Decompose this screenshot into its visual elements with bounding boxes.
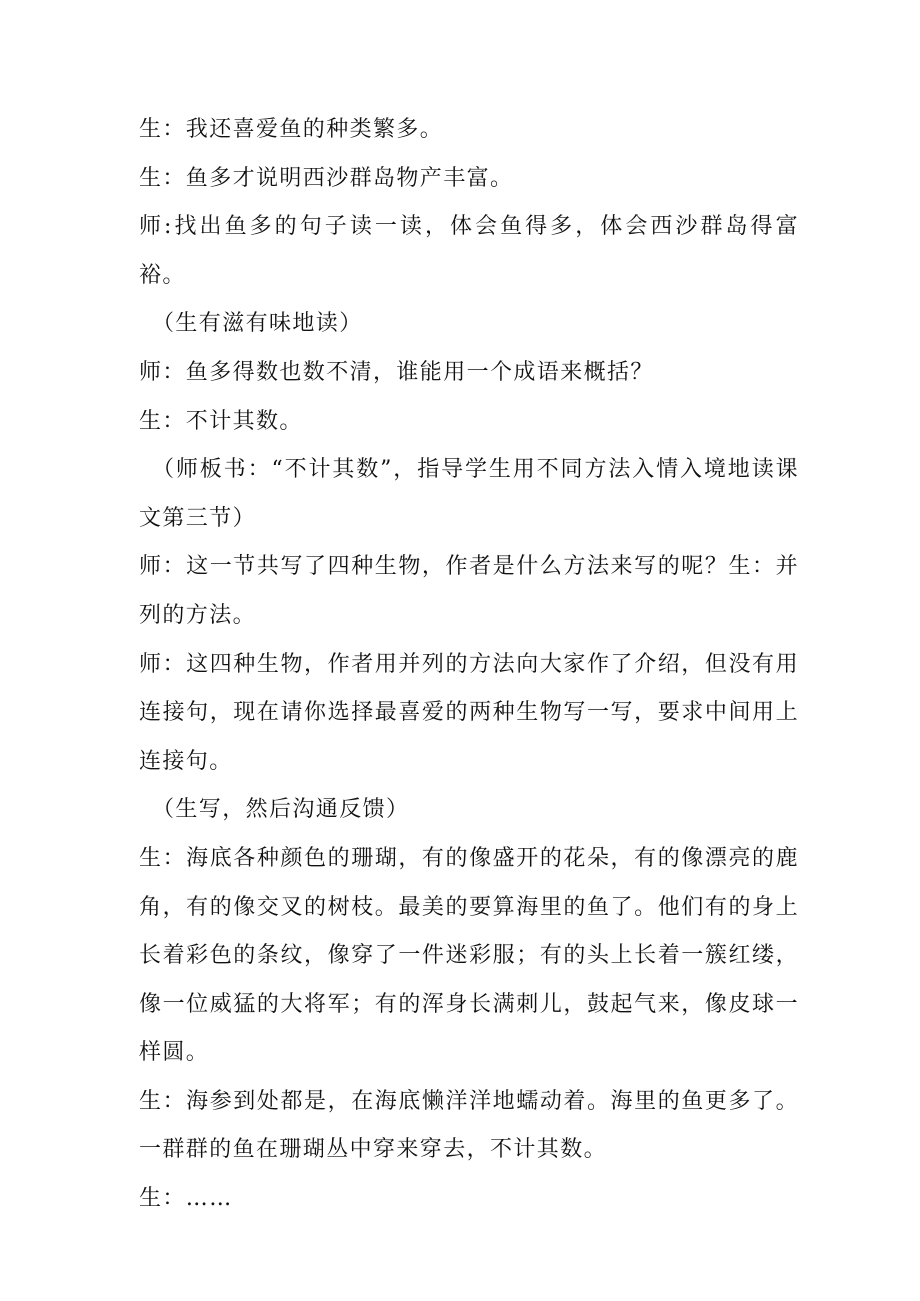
paragraph-teacher-idiom-question: 师：鱼多得数也数不清，谁能用一个成语来概括？ bbox=[139, 359, 654, 385]
document-page bbox=[139, 106, 799, 1224]
paragraph-student-idiom-answer: 生：不计其数。 bbox=[139, 408, 303, 434]
paragraph-student-fish-variety: 生：我还喜爱鱼的种类繁多。 bbox=[139, 117, 444, 142]
paragraph-teacher-writing-task: 师：这四种生物，作者用并列的方法向大家作了介绍，但没有用连接句，现在请你选择最喜爱的两种生物写一写，要求中间用上连接句。 bbox=[139, 651, 799, 774]
paragraph-student-sea-cucumber-essay: 生：海参到处都是，在海底懒洋洋地蠕动着。海里的鱼更多了。一群群的鱼在珊瑚丛中穿来穿去，不计其数。 bbox=[139, 1088, 799, 1163]
paragraph-student-ellipsis: 生：…… bbox=[139, 1186, 233, 1212]
paragraph-teacher-find-sentences: 师:找出鱼多的句子读一读，体会鱼得多，体会西沙群岛得富裕。 bbox=[139, 214, 799, 288]
paragraph-note-writing: （生写，然后沟通反馈） bbox=[152, 797, 410, 823]
paragraph-note-reading: （生有滋有味地读） bbox=[152, 311, 363, 337]
paragraph-student-coral-essay: 生：海底各种颜色的珊瑚，有的像盛开的花朵，有的像漂亮的鹿角，有的像交叉的树枝。最美的要算海里的鱼了。他们有的身上长着彩色的条纹，像穿了一件迷彩服；有的头上长着一簇红缕，像一位威猛的大将军；有的浑身长满刺儿，鼓起气来，像皮球一样圆。 bbox=[139, 845, 799, 1066]
paragraph-teacher-method-question: 师：这一节共写了四种生物，作者是什么方法来写的呢？生：并列的方法。 bbox=[139, 554, 799, 628]
paragraph-note-blackboard: （师板书：“不计其数”，指导学生用不同方法入情入境地读课文第三节） bbox=[139, 457, 799, 531]
paragraph-student-abundance: 生：鱼多才说明西沙群岛物产丰富。 bbox=[139, 165, 514, 191]
